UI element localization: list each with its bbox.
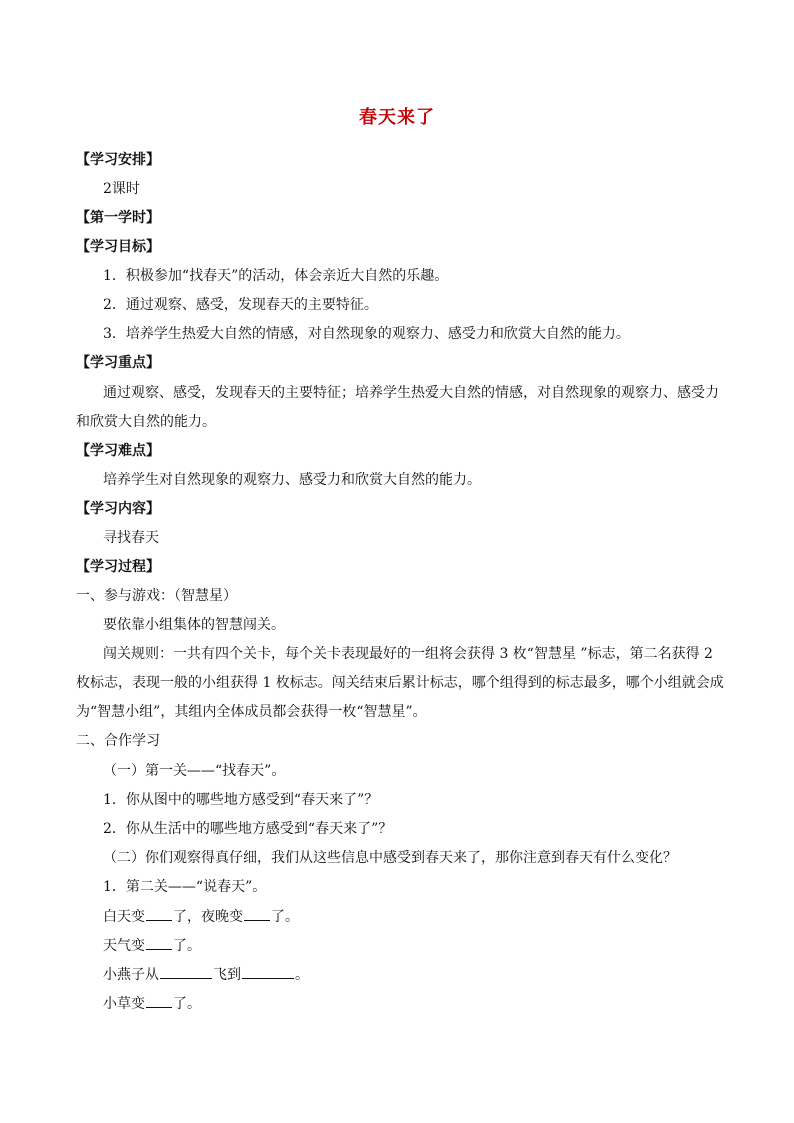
- fill-blank[interactable]: [160, 964, 212, 979]
- fill-text: 。: [295, 967, 309, 983]
- heading-difficulties: 【学习难点】: [76, 443, 160, 459]
- heading-first-lesson: 【第一学时】: [76, 210, 160, 226]
- stage2-item: 1．第二关——“说春天”。: [103, 879, 267, 895]
- objective-item: 1．积极参加“找春天”的活动，体会亲近大自然的乐趣。: [103, 268, 449, 284]
- part2-title: 二、合作学习: [76, 733, 160, 749]
- objective-item: 2．通过观察、感受，发现春天的主要特征。: [103, 297, 378, 313]
- document-title: 春天来了: [359, 107, 435, 128]
- fill-text: 了。: [271, 909, 299, 925]
- fill-text: 了。: [173, 938, 201, 954]
- stage2-title: （二）你们观察得真仔细，我们从这些信息中感受到春天来了，那你注意到春天有什么变化？: [103, 850, 677, 866]
- content-text: 寻找春天: [103, 530, 159, 546]
- fill-in-sentence: [103, 935, 201, 956]
- fill-text: 天气变: [103, 938, 145, 954]
- fill-text: 了，夜晚变: [173, 909, 243, 925]
- heading-key-points: 【学习重点】: [76, 355, 160, 371]
- fill-blank[interactable]: [146, 993, 172, 1008]
- fill-blank[interactable]: [146, 906, 172, 921]
- fill-blank[interactable]: [146, 935, 172, 950]
- fill-text: 小草变: [103, 996, 145, 1012]
- heading-process: 【学习过程】: [76, 559, 160, 575]
- part1-intro: 要依靠小组集体的智慧闯关。: [103, 617, 285, 633]
- objective-item: 3．培养学生热爱大自然的情感，对自然现象的观察力、感受力和欣赏大自然的能力。: [103, 326, 630, 342]
- fill-in-sentence: [103, 964, 309, 985]
- part1-title: 一、参与游戏：（智慧星）: [76, 588, 237, 604]
- fill-in-sentence: [103, 993, 201, 1014]
- question-item: 1．你从图中的哪些地方感受到“春天来了”？: [103, 792, 379, 808]
- heading-objectives: 【学习目标】: [76, 239, 160, 255]
- fill-text: 飞到: [213, 967, 241, 983]
- part1-rules: 为“智慧小组”，其组内全体成员都会获得一枚“智慧星”。: [76, 704, 427, 720]
- part1-rules: 枚标志，表现一般的小组获得 1 枚标志。闯关结束后累计标志，哪个组得到的标志最多，哪个小组就会成: [76, 675, 724, 691]
- heading-arrangement: 【学习安排】: [76, 152, 160, 168]
- key-points-text: 和欣赏大自然的能力。: [76, 414, 216, 430]
- fill-blank[interactable]: [242, 964, 294, 979]
- key-points-text: 通过观察、感受，发现春天的主要特征；培养学生热爱大自然的情感，对自然现象的观察力、感受力: [103, 385, 719, 401]
- question-item: 2．你从生活中的哪些地方感受到“春天来了”？: [103, 821, 393, 837]
- fill-in-sentence: [103, 906, 299, 927]
- fill-text: 小燕子从: [103, 967, 159, 983]
- fill-text: 白天变: [103, 909, 145, 925]
- stage1-title: （一）第一关——“找春天”。: [103, 763, 286, 779]
- heading-content: 【学习内容】: [76, 501, 160, 517]
- difficulties-text: 培养学生对自然现象的观察力、感受力和欣赏大自然的能力。: [103, 472, 481, 488]
- arrangement-text: 2课时: [103, 181, 140, 197]
- fill-text: 了。: [173, 996, 201, 1012]
- fill-blank[interactable]: [244, 906, 270, 921]
- part1-rules: 闯关规则：一共有四个关卡，每个关卡表现最好的一组将会获得 3 枚“智慧星 ”标志，第二名获得 2: [103, 646, 713, 662]
